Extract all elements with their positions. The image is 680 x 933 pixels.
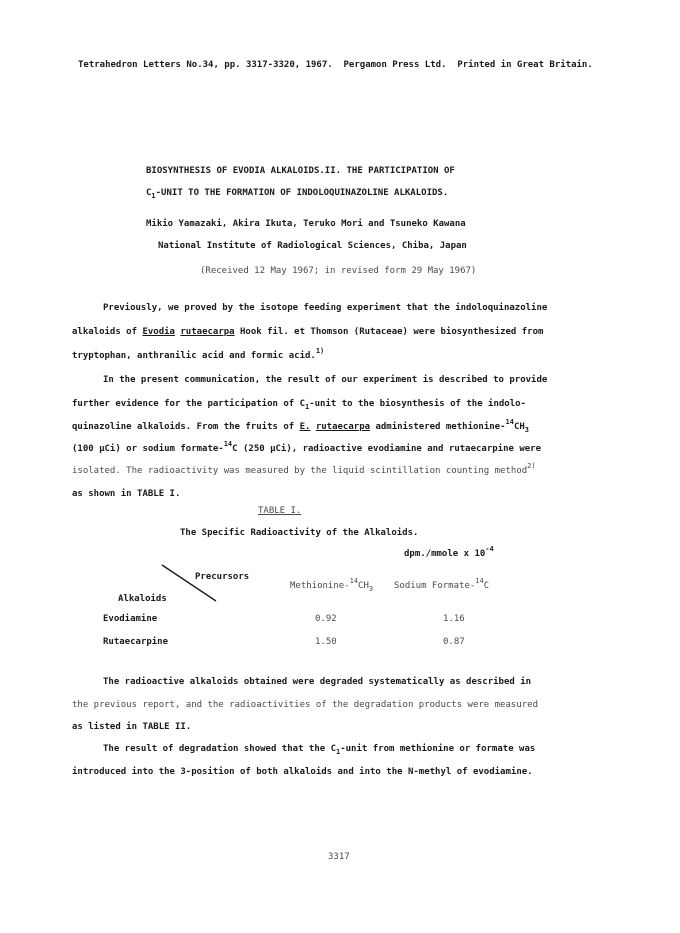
journal-citation: Tetrahedron Letters No.34, pp. 3317-3320, 1967.: [78, 60, 333, 70]
received-date: (Received 12 May 1967; in revised form 29 May 1967): [200, 266, 477, 276]
printed-in: Printed in Great Britain.: [457, 60, 593, 70]
para4-line2: introduced into the 3-position of both alkaloids and into the N-methyl of evodiamine.: [72, 767, 533, 777]
para2-line1: In the present communication, the result of our experiment is described to provide: [103, 375, 548, 385]
table-cell-value: 0.92: [315, 614, 337, 624]
page-number: 3317: [328, 852, 350, 862]
table-diagonal-divider: [160, 563, 220, 603]
authors: Mikio Yamazaki, Akira Ikuta, Teruko Mori and Tsuneko Kawana: [146, 219, 466, 229]
journal-header: [78, 60, 593, 70]
para1-line3: tryptophan, anthranilic acid and formic acid.$^{1)}$: [72, 347, 325, 361]
para3-line3: as listed in TABLE II.: [72, 722, 192, 732]
para2-line6: as shown in TABLE I.: [72, 489, 181, 499]
alkaloids-label: Alkaloids: [118, 594, 167, 604]
diagonal-line: [162, 565, 216, 601]
table-row-name: Rutaecarpine: [103, 637, 169, 647]
column-header-formate: Sodium Formate-$^{14}$C: [394, 577, 490, 591]
para2-line3: quinazoline alkaloids. From the fruits of E. rutaecarpa administered methionine-$^{14}CH_3$: [72, 418, 529, 434]
table-cell-value: 0.87: [443, 637, 465, 647]
title-line-1: BIOSYNTHESIS OF EVODIA ALKALOIDS.II. THE PARTICIPATION OF: [146, 166, 455, 176]
table-units: dpm./mmole x $10^{-4}$: [404, 545, 494, 559]
table-caption: TABLE I.: [258, 506, 302, 516]
table-title: The Specific Radioactivity of the Alkaloids.: [180, 528, 419, 538]
table-cell-value: 1.50: [315, 637, 337, 647]
para2-line4: (100 µCi) or sodium formate-$^{14}$C (250 µCi), radioactive evodiamine and rutaecarpine were: [72, 440, 542, 454]
table-cell-value: 1.16: [443, 614, 465, 624]
para2-line5: isolated. The radioactivity was measured by the liquid scintillation counting method$^{2)}$: [72, 462, 536, 476]
para2-line2: further evidence for the participation of $C_1$-unit to the biosynthesis of the indolo-: [72, 399, 526, 411]
para4-line1: The result of degradation showed that the $C_1$-unit from methionine or formate was: [103, 744, 536, 756]
publisher: Pergamon Press Ltd.: [343, 60, 447, 70]
affiliation: National Institute of Radiological Sciences, Chiba, Japan: [158, 241, 467, 251]
para1-line1: Previously, we proved by the isotope feeding experiment that the indoloquinazoline: [103, 303, 548, 313]
precursors-label: Precursors: [195, 572, 250, 582]
table-row-name: Evodiamine: [103, 614, 158, 624]
title-line-2: $C_1$-UNIT TO THE FORMATION OF INDOLOQUINAZOLINE ALKALOIDS.: [146, 188, 449, 200]
para3-line2: the previous report, and the radioactivities of the degradation products were measured: [72, 700, 538, 710]
para3-line1: The radioactive alkaloids obtained were degraded systematically as described in: [103, 677, 532, 687]
column-header-methionine: Methionine-$^{14}CH_3$: [290, 577, 374, 593]
para1-line2: alkaloids of Evodia rutaecarpa Hook fil. et Thomson (Rutaceae) were biosynthesized from: [72, 327, 544, 337]
